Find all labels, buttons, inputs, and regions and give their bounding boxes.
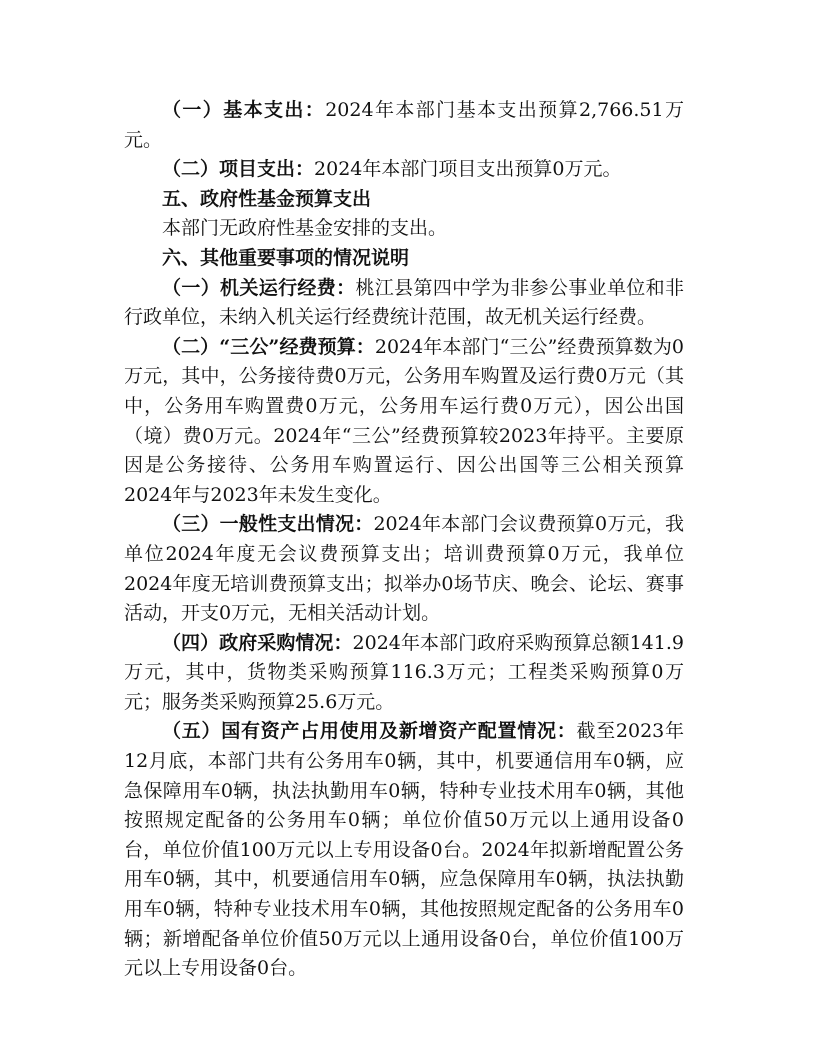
paragraph-text: 截至2023年12月底，本部门共有公务用车0辆，其中，机要通信用车0辆，应急保障用车0辆，执法执勤用车0辆，特种专业技术用车0辆，其他按照规定配备的公务用车0辆；单位价值50万元以上通用设备0台，单位价值100万元以上专用设备0台。2024年拟新增配置公务用车0辆，其中，机要通信用车0辆，应急保障用车0辆，执法执勤用车0辆，特种专业技术用车0辆，其他按照规定配备的公务用车0辆；新增配备单位价值50万元以上通用设备0台，单位价值100万元以上专用设备0台。 <box>124 720 684 980</box>
paragraph-government-procurement <box>124 629 684 718</box>
paragraph-basic-expenditure <box>124 96 684 155</box>
paragraph-label: （四）政府采购情况： <box>162 631 353 654</box>
paragraph-text: 2024年本部门“三公”经费预算数为0万元，其中，公务接待费0万元，公务用车购置及运行费0万元（其中，公务用车购置费0万元，公务用车运行费0万元），因公出国（境）费0万元。2024年“三公”经费预算较2023年持平。主要原因是公务接待、公务用车购置运行、因公出国等三公相关预算2024年与2023年未发生变化。 <box>124 335 685 506</box>
paragraph-label: （二）项目支出： <box>162 158 315 181</box>
document-body <box>124 96 684 984</box>
paragraph-label: （一）机关运行经费： <box>162 276 356 299</box>
paragraph-text: 2024年本部门政府采购预算总额141.9万元，其中，货物类采购预算116.3万元；工程类采购预算0万元；服务类采购预算25.6万元。 <box>124 631 684 713</box>
paragraph-text: 2024年本部门基本支出预算2,766.51万元。 <box>124 99 684 151</box>
paragraph-text: 桃江县第四中学为非参公事业单位和非行政单位，未纳入机关运行经费统计范围，故无机关运行经费。 <box>124 276 684 329</box>
paragraph-project-expenditure <box>124 155 684 185</box>
paragraph-label: （五）国有资产占用使用及新增资产配置情况： <box>162 720 577 743</box>
paragraph-text: 2024年本部门项目支出预算0万元。 <box>314 158 622 181</box>
paragraph-general-expenditure <box>124 510 684 628</box>
paragraph-operating-costs <box>124 274 684 333</box>
section-heading-government-fund: 五、政府性基金预算支出 <box>162 187 372 210</box>
paragraph-label: （二）“三公”经费预算： <box>162 335 375 358</box>
paragraph-three-public-expenses <box>124 333 684 511</box>
section-heading-other-matters: 六、其他重要事项的情况说明 <box>162 246 410 269</box>
paragraph-label: （一）基本支出： <box>162 99 326 121</box>
paragraph-government-fund <box>124 214 684 244</box>
paragraph-text: 2024年本部门会议费预算0万元，我单位2024年度无会议费预算支出；培训费预算0万元，我单位2024年度无培训费预算支出；拟举办0场节庆、晚会、论坛、赛事活动，开支0万元，无相关活动计划。 <box>124 513 684 625</box>
paragraph-text: 本部门无政府性基金安排的支出。 <box>162 217 448 240</box>
paragraph-label: （三）一般性支出情况： <box>162 513 374 536</box>
paragraph-state-assets <box>124 717 684 983</box>
